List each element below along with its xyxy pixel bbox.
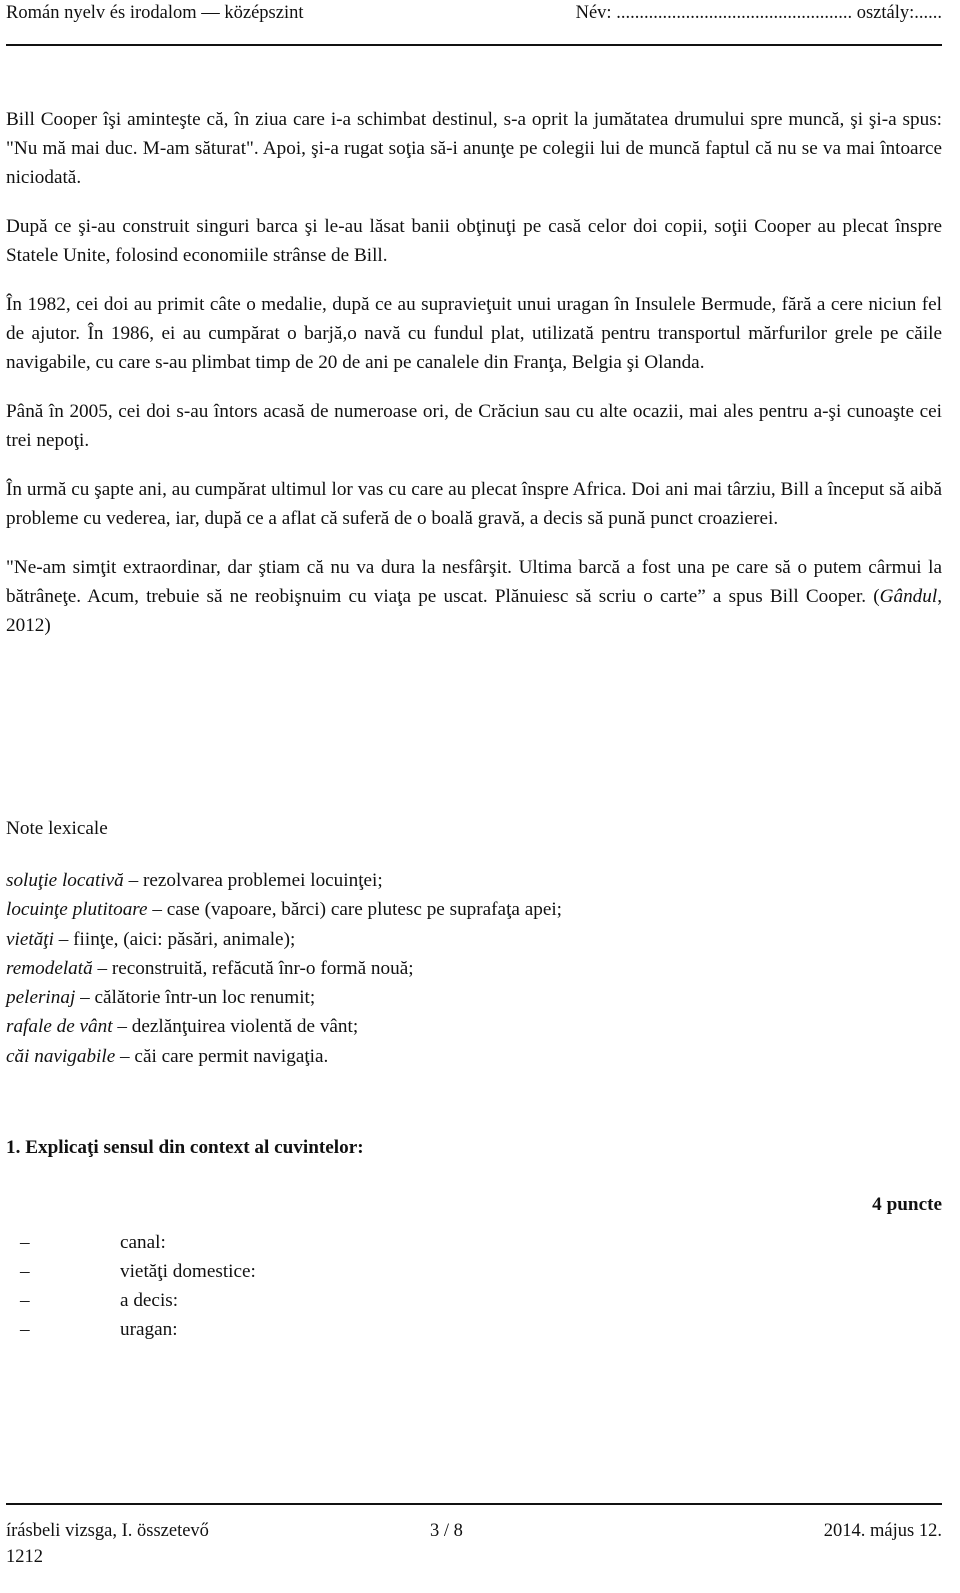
footer-date: 2014. május 12. xyxy=(823,1521,942,1541)
question-points: 4 puncte xyxy=(872,1194,942,1215)
paragraph: Până în 2005, cei doi s-au întors acasă de numeroase ori, de Crăciun sau cu alte ocazii, mai ales pentru a-şi cunoaşte cei trei nepoţi. xyxy=(6,401,942,451)
header-subject: Román nyelv és irodalom — középszint xyxy=(6,3,304,23)
document-page xyxy=(6,0,942,1593)
note-term: locuinţe plutitoare xyxy=(6,899,148,921)
note-term: remodelată xyxy=(6,957,93,979)
note-item xyxy=(6,866,942,895)
question-item xyxy=(20,1257,256,1286)
note-definition: – călătorie într-un loc renumit; xyxy=(75,987,316,1009)
note-term: soluţie locativă xyxy=(6,870,124,891)
paragraph: După ce şi-au construit singuri barca şi le-au lăsat banii obţinuţi pe casă celor doi copii, soţii Cooper au plecat înspre Statele Unite, folosind economiile strânse de Bill. xyxy=(6,216,942,266)
note-item xyxy=(6,983,942,1012)
note-term: vietăţi xyxy=(6,928,54,950)
note-term: căi navigabile xyxy=(6,1045,116,1067)
footer-rule xyxy=(6,1503,942,1505)
question-item xyxy=(20,1228,256,1257)
page-number: 3 / 8 xyxy=(430,1521,463,1541)
note-definition: – fiinţe, (aici: păsări, animale); xyxy=(53,928,296,950)
header-name-class-field: Név: ................................................... osztály:...... xyxy=(575,3,942,23)
header-rule xyxy=(6,44,942,46)
question-item xyxy=(20,1286,256,1315)
question-item-word: a decis: xyxy=(120,1290,179,1311)
note-item xyxy=(6,1042,942,1071)
note-item xyxy=(6,925,942,954)
note-definition: – case (vapoare, bărci) care plutesc pe suprafaţa apei; xyxy=(147,899,563,921)
dash-marker: – xyxy=(20,1261,30,1282)
closing-quote-text: "Ne-am simţit extraordinar, dar ştiam că nu va dura la nesfârşit. Ultima barcă a fost una pe care să o putem cârmui la bătrâneţe. Acum, trebuie să ne reobişnuim cu viaţa pe uscat. Plănuiesc să scriu o carte” a spus Bill Cooper. ( xyxy=(6,557,942,607)
dash-marker: – xyxy=(20,1319,30,1340)
notes-heading: Note lexicale xyxy=(6,818,108,839)
question-item-word: vietăţi domestice: xyxy=(120,1261,256,1282)
closing-paragraph xyxy=(6,553,942,640)
paragraph: În urmă cu şapte ani, au cumpărat ultimul lor vas cu care au plecat înspre Africa. Doi ani mai târziu, Bill a început să aibă probleme cu vederea, iar, după ce a aflat că suferă de o boală gravă, a decis să pună punct croazierei. xyxy=(6,479,942,529)
page-header xyxy=(6,0,942,28)
question-items xyxy=(20,1228,256,1344)
question-title: 1. Explicaţi sensul din context al cuvintelor: xyxy=(6,1137,364,1158)
footer-exam-label: írásbeli vizsga, I. összetevő xyxy=(6,1521,209,1541)
note-definition: – reconstruită, refăcută înr-o formă nouă; xyxy=(92,957,414,979)
lexical-notes-list xyxy=(6,866,942,1071)
paragraph: În 1982, cei doi au primit câte o medalie, după ce au supravieţuit unui uragan în Insulele Bermude, fără a cere niciun fel de ajutor. În 1986, ei au cumpărat o barjă,o navă cu fundul plat, utilizată pentru transportul mărfurilor grele pe căile navigabile, cu care s-au plimbat timp de 20 de ani pe canalele din Franţa, Belgia şi Olanda. xyxy=(6,294,942,373)
paragraph: Bill Cooper îşi aminteşte că, în ziua care i-a schimbat destinul, s-a oprit la jumătatea drumului spre muncă, şi şi-a spus: "Nu mă mai duc. M-am săturat". Apoi, şi-a rugat soţia să-i anunţe pe colegii lui de muncă faptul că nu se va mai întoarce niciodată. xyxy=(6,109,942,188)
note-item xyxy=(6,954,942,983)
note-definition: – căi care permit navigaţia. xyxy=(115,1045,329,1067)
note-item xyxy=(6,1012,942,1041)
dash-marker: – xyxy=(20,1290,30,1311)
note-term: pelerinaj xyxy=(6,987,76,1009)
article-text xyxy=(6,105,942,660)
note-term: rafale de vânt xyxy=(6,1016,113,1038)
note-item xyxy=(6,895,942,924)
note-definition: – dezlănţuirea violentă de vânt; xyxy=(112,1016,359,1038)
source-year: , 2012) xyxy=(6,586,942,636)
question-item-word: canal: xyxy=(120,1232,166,1253)
dash-marker: – xyxy=(20,1232,30,1253)
question-item xyxy=(20,1315,256,1344)
footer-code: 1212 xyxy=(6,1547,43,1567)
note-definition: – rezolvarea problemei locuinţei; xyxy=(123,870,383,891)
question-item-word: uragan: xyxy=(120,1319,178,1340)
source-name: Gândul xyxy=(879,586,938,607)
